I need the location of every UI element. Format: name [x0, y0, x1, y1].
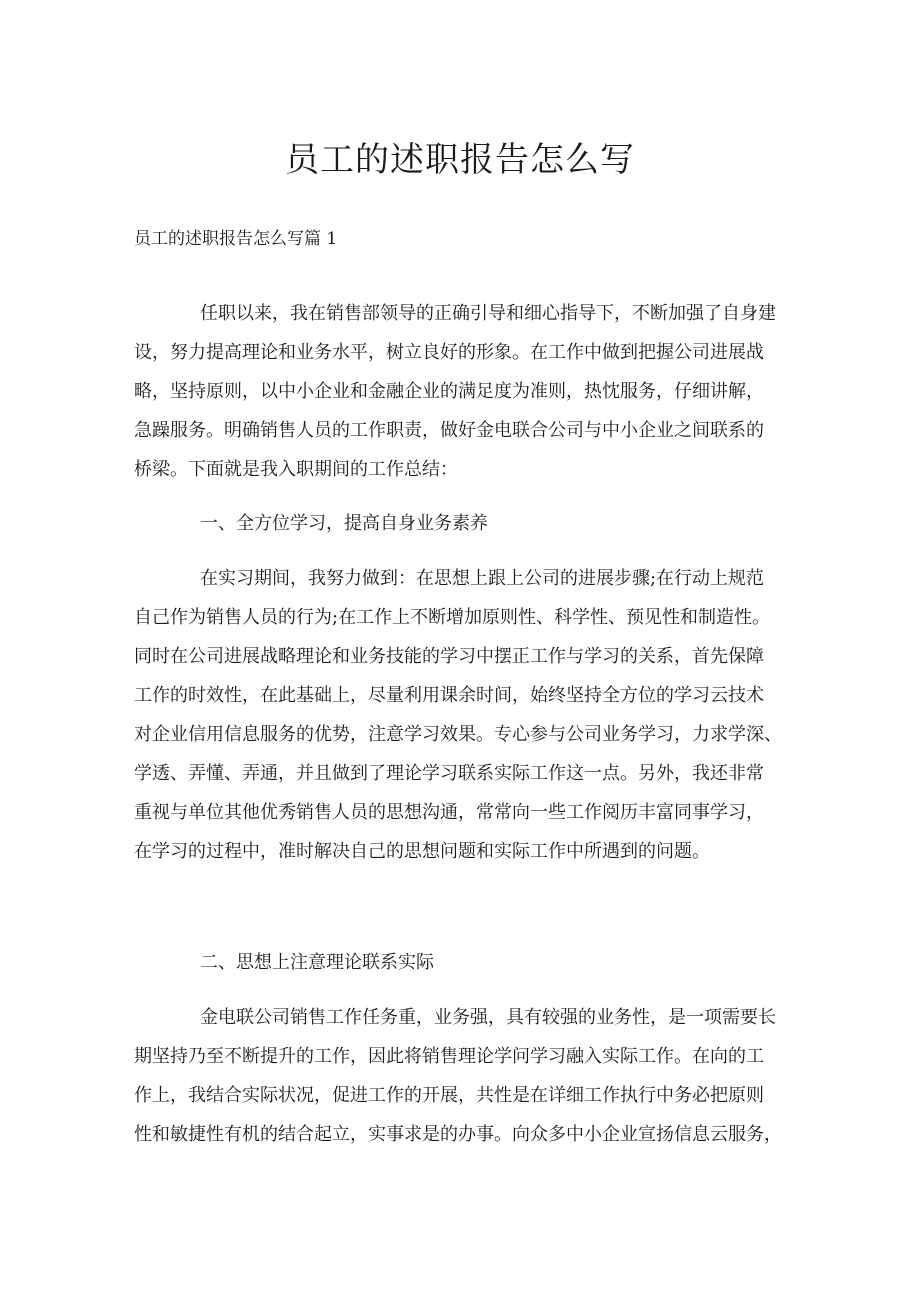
paragraph-line: 金电联公司销售工作任务重，业务强，具有较强的业务性，是一项需要长 [200, 1007, 776, 1028]
paragraph-line: 学透、弄懂、弄通，并且做到了理论学习联系实际工作这一点。另外，我还非常 [134, 763, 764, 784]
paragraph-line: 对企业信用信息服务的优势，注意学习效果。专心参与公司业务学习，力求学深、 [134, 724, 782, 745]
paragraph-line: 任职以来，我在销售部领导的正确引导和细心指导下，不断加强了自身建 [200, 303, 776, 324]
paragraph-line: 工作的时效性，在此基础上，尽量利用课余时间，始终坚持全方位的学习云技术 [134, 685, 764, 706]
section-heading-1 [134, 504, 798, 543]
paragraph-line: 自己作为销售人员的行为;在工作上不断增加原则性、科学性、预见性和制造性。 [134, 607, 771, 628]
paragraph-line: 略，坚持原则，以中小企业和金融企业的满足度为准则，热忱服务，仔细讲解， [134, 381, 764, 402]
paragraph-line: 急躁服务。明确销售人员的工作职责，做好金电联合公司与中小企业之间联系的 [134, 420, 764, 441]
paragraph-2 [134, 559, 798, 871]
section-heading-text: 一、全方位学习，提高自身业务素养 [200, 513, 488, 534]
paragraph-line: 桥梁。下面就是我入职期间的工作总结： [134, 459, 458, 480]
paragraph-line: 作上，我结合实际状况，促进工作的开展，共性是在详细工作执行中务必把原则 [134, 1085, 764, 1106]
paragraph-line: 性和敏捷性有机的结合起立，实事求是的办事。向众多中小企业宣扬信息云服务， [134, 1124, 782, 1145]
paragraph-line: 设，努力提高理论和业务水平，树立良好的形象。在工作中做到把握公司进展战 [134, 342, 764, 363]
paragraph-line: 在实习期间，我努力做到：在思想上跟上公司的进展步骤;在行动上规范 [200, 568, 765, 589]
paragraph-line: 重视与单位其他优秀销售人员的思想沟通，常常向一些工作阅历丰富同事学习， [134, 802, 764, 823]
section-heading-text: 二、思想上注意理论联系实际 [200, 952, 434, 973]
document-title: 员工的述职报告怎么写 [285, 140, 635, 180]
paragraph-1 [134, 294, 798, 489]
paragraph-line: 在学习的过程中，准时解决自己的思想问题和实际工作中所遇到的问题。 [134, 841, 710, 862]
document-subtitle: 员工的述职报告怎么写篇 1 [134, 229, 338, 249]
paragraph-3 [134, 998, 798, 1154]
paragraph-line: 同时在公司进展战略理论和业务技能的学习中摆正工作与学习的关系，首先保障 [134, 646, 764, 667]
paragraph-line: 期坚持乃至不断提升的工作，因此将销售理论学问学习融入实际工作。在向的工 [134, 1046, 764, 1067]
section-heading-2 [134, 943, 798, 982]
